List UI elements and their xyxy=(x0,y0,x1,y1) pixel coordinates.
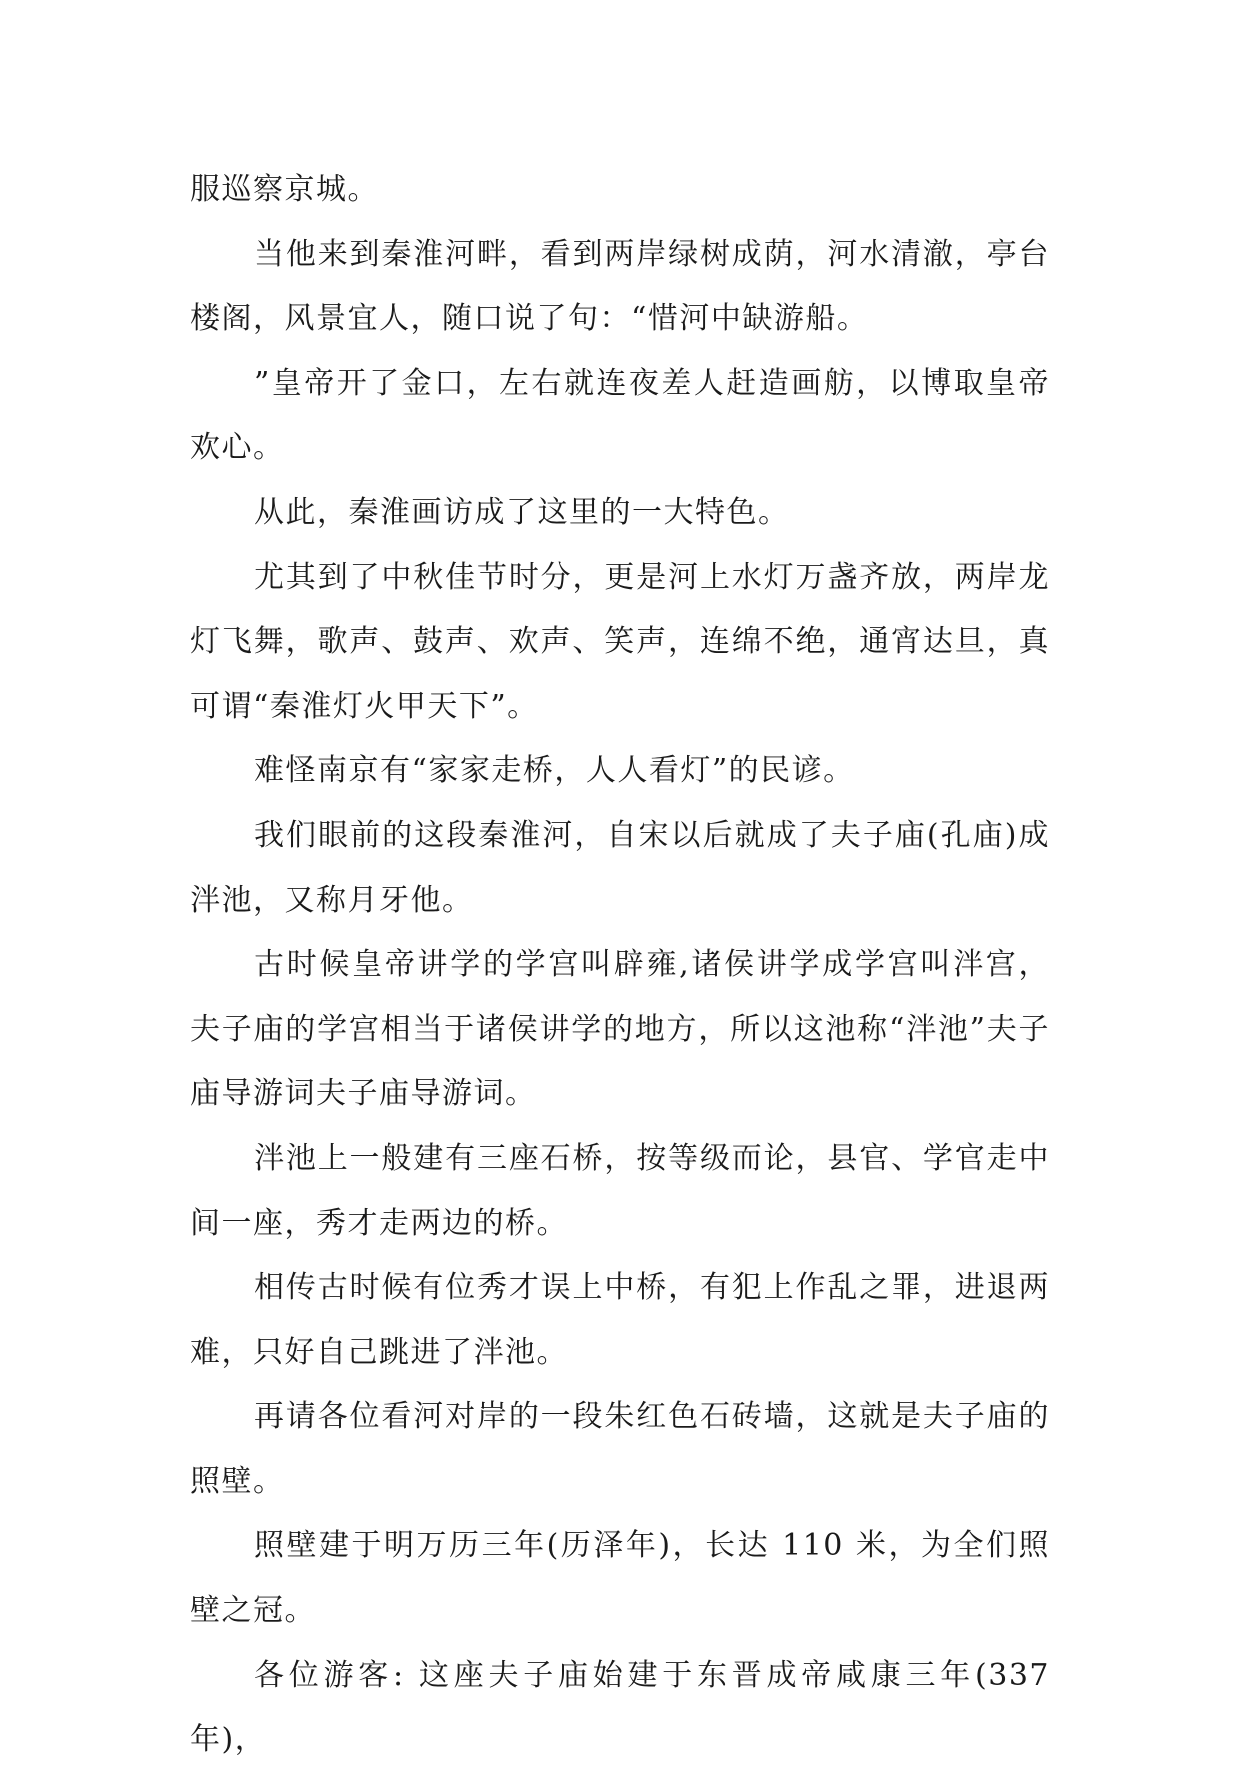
paragraph-1: 服巡察京城。 xyxy=(190,172,379,207)
paragraph-11: 再请各位看河对岸的一段朱红色石砖墙，这就是夫子庙的照壁。 xyxy=(190,1399,1050,1499)
paragraph-2: 当他来到秦淮河畔，看到两岸绿树成荫，河水清澈，亭台楼阁，风景宜人，随口说了句：“惜河中缺游船。 xyxy=(190,236,1050,337)
paragraph-9: 泮池上一般建有三座石桥，按等级而论，县官、学官走中间一座，秀才走两边的桥。 xyxy=(190,1140,1050,1241)
paragraph-12: 照壁建于明万历三年(历泽年)，长达 110 米，为全们照壁之冠。 xyxy=(190,1528,1050,1629)
paragraph-10: 相传古时候有位秀才误上中桥，有犯上作乱之罪，进退两难，只好自己跳进了泮池。 xyxy=(190,1270,1050,1370)
paragraph-5: 尤其到了中秋佳节时分，更是河上水灯万盏齐放，两岸龙灯飞舞，歌声、鼓声、欢声、笑声，连绵不绝，通宵达旦，真可谓“秦淮灯火甲天下”。 xyxy=(190,559,1050,724)
document-body xyxy=(190,158,1050,1773)
paragraph-8: 古时候皇帝讲学的学宫叫辟雍,诸侯讲学成学宫叫泮宫，夫子庙的学宫相当于诸侯讲学的地方，所以这池称“泮池”夫子庙导游词夫子庙导游词。 xyxy=(190,947,1050,1112)
paragraph-13: 各位游客: 这座夫子庙始建于东晋成帝咸康三年(337 年)， xyxy=(190,1657,1050,1758)
paragraph-6: 难怪南京有“家家走桥，人人看灯”的民谚。 xyxy=(254,753,855,789)
paragraph-4: 从此，秦淮画访成了这里的一大特色。 xyxy=(254,494,790,530)
paragraph-7: 我们眼前的这段秦淮河，自宋以后就成了夫子庙(孔庙)成泮池，又称月牙他。 xyxy=(190,817,1050,918)
paragraph-3: ”皇帝开了金口，左右就连夜差人赶造画舫，以博取皇帝欢心。 xyxy=(190,365,1050,466)
